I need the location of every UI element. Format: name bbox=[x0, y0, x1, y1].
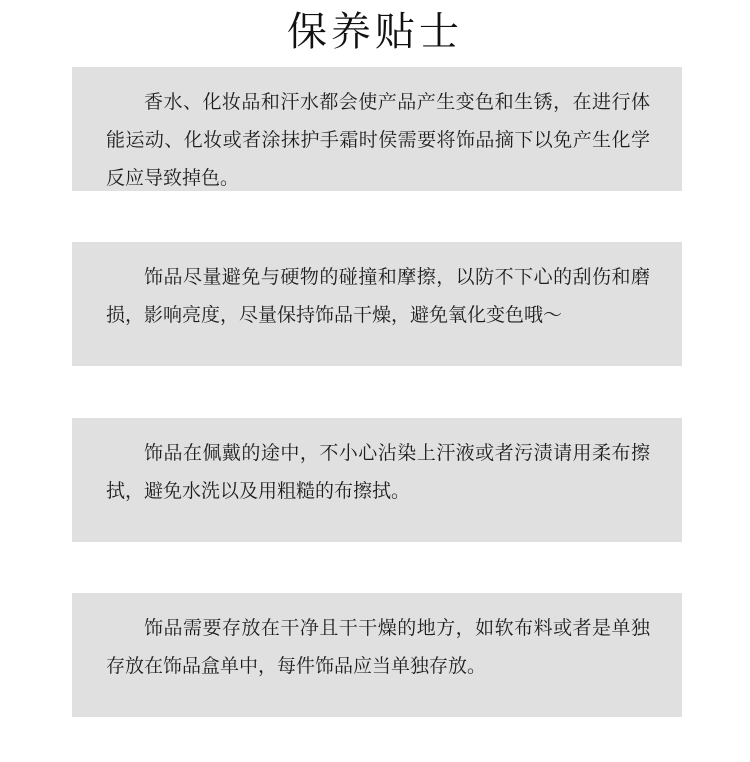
care-tip-text: 饰品在佩戴的途中，不小心沾染上汗液或者污渍请用柔布擦拭，避免水洗以及用粗糙的布擦拭。 bbox=[106, 442, 650, 502]
page-title: 保养贴士 bbox=[287, 9, 463, 55]
care-tip-card bbox=[72, 418, 682, 542]
care-tip-card bbox=[72, 242, 682, 366]
care-tip-text: 饰品需要存放在干净且干干燥的地方，如软布料或者是单独存放在饰品盒单中，每件饰品应当单独存放。 bbox=[106, 617, 650, 677]
care-tip-text: 香水、化妆品和汗水都会使产品产生变色和生锈，在进行体能运动、化妆或者涂抹护手霜时侯需要将饰品摘下以免产生化学反应导致掉色。 bbox=[106, 91, 650, 189]
care-tip-card bbox=[72, 593, 682, 717]
care-tip-text: 饰品尽量避免与硬物的碰撞和摩擦，以防不下心的刮伤和磨损，影响亮度，尽量保持饰品干燥，避免氧化变色哦～ bbox=[106, 266, 650, 326]
care-tip-card bbox=[72, 67, 682, 191]
